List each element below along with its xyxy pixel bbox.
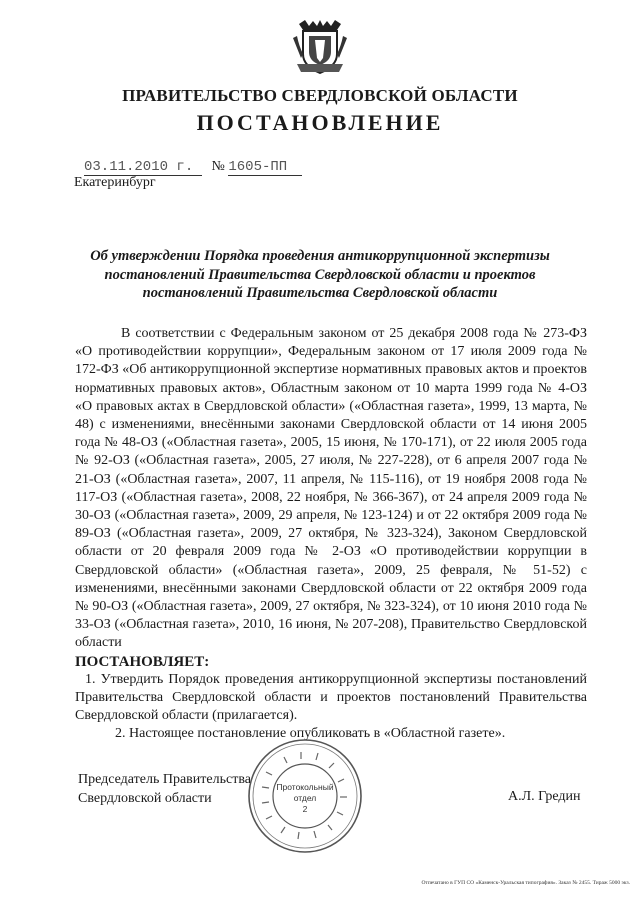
- number-label: №: [211, 159, 225, 174]
- preamble-paragraph: В соответствии с Федеральным законом от 25 декабря 2008 года № 273-ФЗ «О противодействии коррупции», Федеральным законом от 17 июля 2009 года № 172-ФЗ «Об антикоррупционной экспертизе нормативных правовых актов и проектов нормативных правовых актов», Областным законом от 10 марта 1999 года № 4-ОЗ «О правовых актах в Свердловской области» («Областная газета», 1999, 13 марта, № 48) с изменениями, внесёнными законами Свердловской области от 14 июня 2005 года № 48-ОЗ («Областная газета», 2005, 15 июня, № 170-171), от 22 июля 2005 года № 92-ОЗ («Областная газета», 2005, 27 июля, № 227-228), от 6 апреля 2007 года № 21-ОЗ («Областная газета», 2007, 11 апреля, № 115-116), от 19 ноября 2008 года № 117-ОЗ («Областная газета», 2008, 22 ноября, № 366-367), от 24 апреля 2009 года № 30-ОЗ («Областная газета», 2009, 29 апреля, № 123-124) и от 22 октября 2009 года № 89-ОЗ («Областная газета», 2009, 27 октября, № 323-324), Законом Свердловской области от 20 февраля 2009 года № 2-ОЗ «О противодействии коррупции в Свердловской области» («Областная газета», 2009, 25 февраля, № 51-52) с изменениями, внесёнными законами Свердловской области от 22 октября 2009 года № 90-ОЗ («Областная газета», 2009, 27 октября, № 323-324), от 10 июня 2010 года № 33-ОЗ («Областная газета», 2010, 16 июня, № 207-208), Правительство Свердловской области: [75, 326, 587, 651]
- document-type-heading: ПОСТАНОВЛЕНИЕ: [196, 110, 444, 135]
- title-line: постановлений Правительства Свердловской области: [142, 285, 498, 301]
- coat-of-arms-icon: [291, 18, 349, 78]
- decree-word: ПОСТАНОВЛЯЕТ:: [75, 653, 210, 670]
- stamp-text-line: отдел: [293, 793, 317, 803]
- title-line: Об утверждении Порядка проведения антикоррупционной экспертизы: [90, 248, 550, 264]
- stamp-text-line: Протокольный: [276, 782, 334, 792]
- date-number-line: [84, 159, 302, 176]
- government-name: ПРАВИТЕЛЬСТВО СВЕРДЛОВСКОЙ ОБЛАСТИ: [122, 86, 518, 105]
- signer-position: [78, 771, 251, 808]
- document-body: [75, 325, 587, 744]
- document-number: 1605-ПП: [228, 159, 302, 176]
- title-line: постановлений Правительства Свердловской области и проектов: [104, 266, 536, 283]
- document-title: [90, 247, 550, 303]
- decree-item-2: 2. Настоящее постановление опубликовать в «Областной газете».: [115, 726, 506, 742]
- signer-name: А.Л. Гредин: [508, 789, 581, 804]
- print-footer: Отпечатано в ГУП СО «Каменск-Уральская типография». Заказ № 2455. Тираж 5000 экз.: [421, 880, 630, 886]
- stamp-text-line: 2: [302, 804, 308, 814]
- signer-position-line: Председатель Правительства: [78, 772, 251, 787]
- city: Екатеринбург: [74, 175, 156, 190]
- signer-position-line: Свердловской области: [78, 790, 212, 806]
- decree-item-1: 1. Утвердить Порядок проведения антикоррупционной экспертизы постановлений Правительства Свердловской области и проектов постановлений Правительства Свердловской области (прилагается).: [75, 671, 587, 724]
- document-date: 03.11.2010 г.: [84, 159, 202, 176]
- official-stamp-icon: [246, 737, 364, 855]
